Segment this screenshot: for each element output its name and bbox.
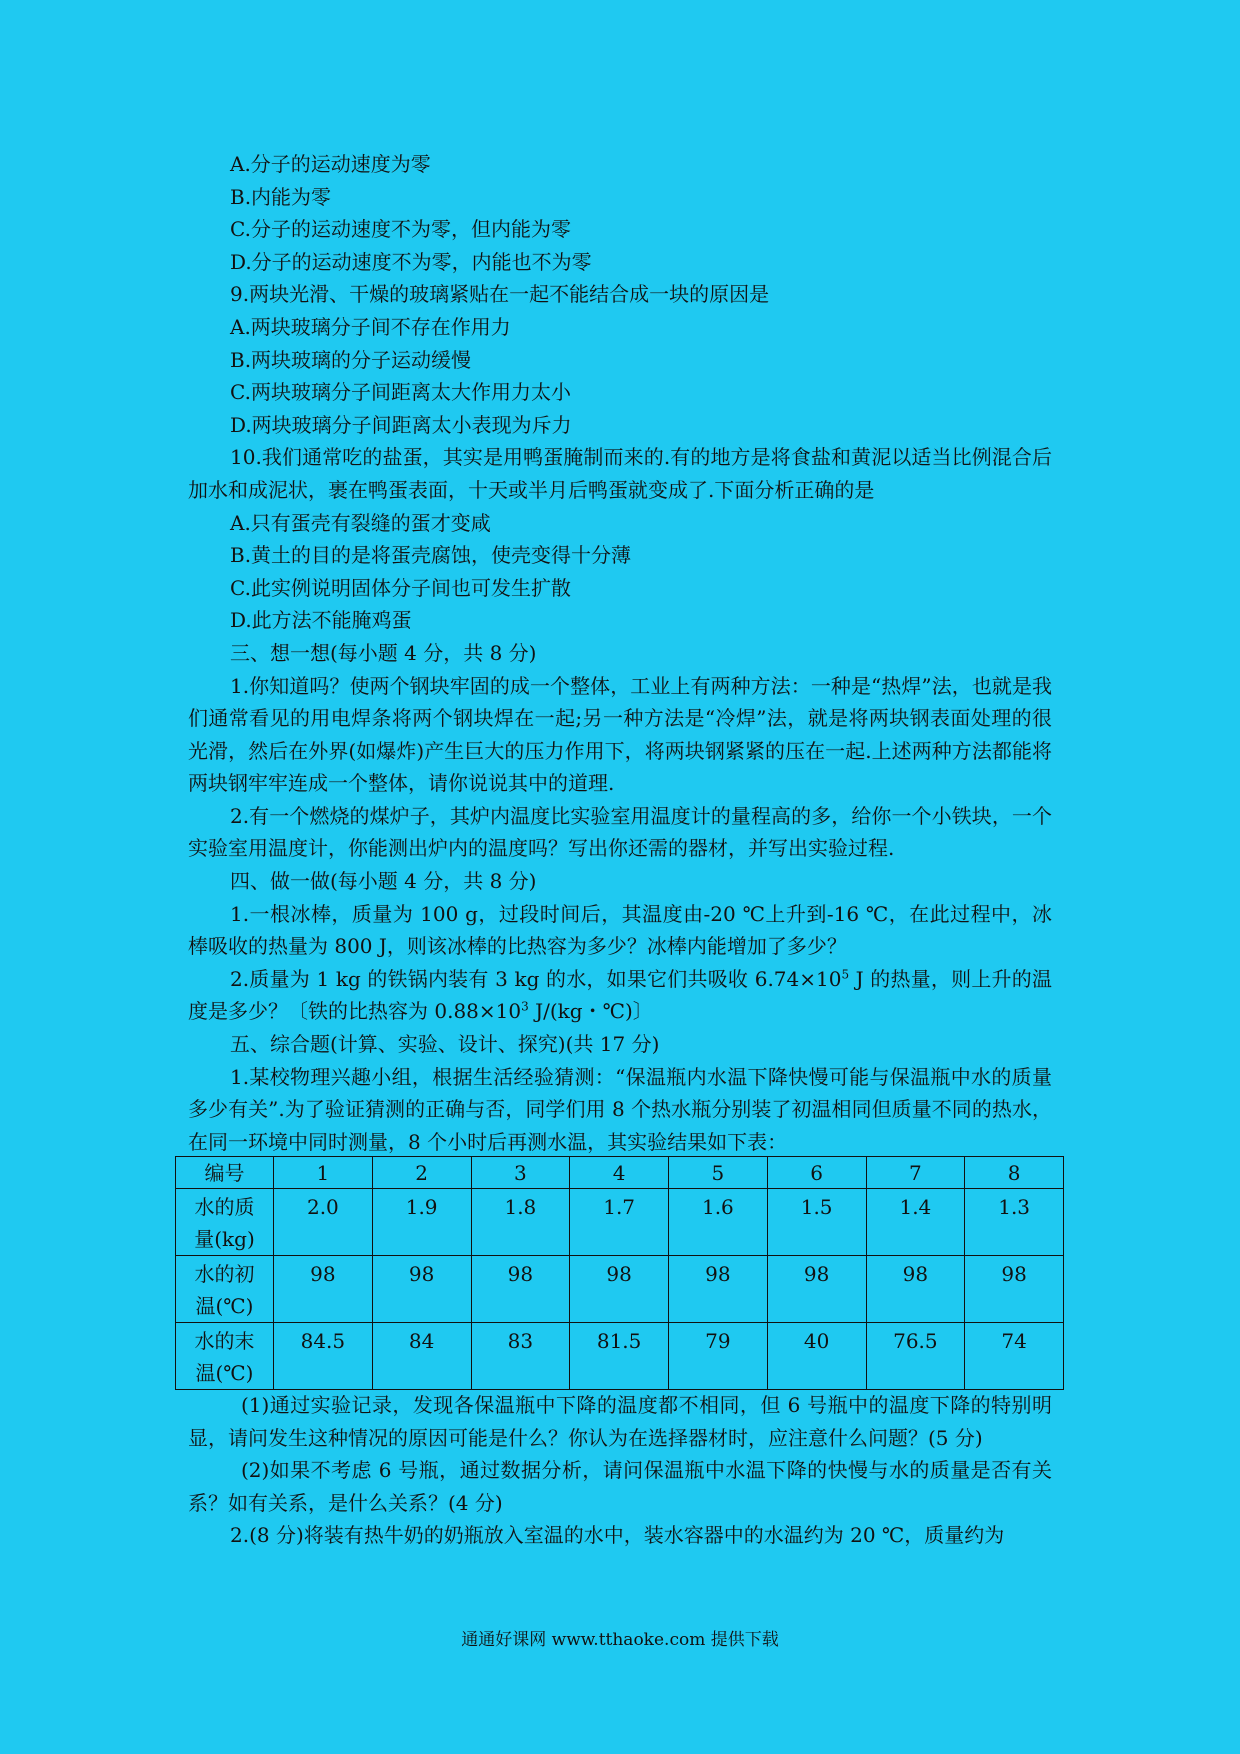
section4-heading: 四、做一做(每小题 4 分，共 8 分): [230, 869, 537, 894]
section3-heading: 三、想一想(每小题 4 分，共 8 分): [230, 640, 537, 665]
table-cell: 1.9: [372, 1189, 471, 1256]
q10-stem: 10.我们通常吃的盐蛋，其实是用鸭蛋腌制而来的.有的地方是将食盐和黄泥以适当比例混合后加水和成泥状，裹在鸭蛋表面，十天或半月后鸭蛋就变成了.下面分析正确的是: [188, 445, 1052, 502]
question-text-bottom: [188, 1389, 1052, 1552]
table-cell: 40: [767, 1323, 866, 1390]
q10-option-a: A.只有蛋壳有裂缝的蛋才变咸: [230, 510, 491, 535]
table-cell: 98: [767, 1256, 866, 1323]
section4-question-1: 1.一根冰棒，质量为 100 g，过段时间后，其温度由-20 ℃上升到-16 ℃，在此过程中，冰棒吸收的热量为 800 J，则该冰棒的比热容为多少？冰棒内能增加了多少？: [188, 901, 1052, 959]
q9-option-d: D.两块玻璃分子间距离太小表现为斥力: [230, 412, 572, 437]
q2-exponent-1: 5: [841, 967, 850, 982]
q2-text-c: J/(kg・℃)〕: [528, 999, 653, 1024]
table-header-row: [176, 1157, 1064, 1189]
table-cell: 84.5: [274, 1323, 373, 1390]
q2-text-a: 2.质量为 1 kg 的铁锅内装有 3 kg 的水，如果它们共吸收 6.74×10: [230, 966, 842, 991]
table-cell: 76.5: [866, 1323, 965, 1390]
q9-stem: 9.两块光滑、干燥的玻璃紧贴在一起不能结合成一块的原因是: [230, 282, 770, 307]
table-cell: 1.7: [570, 1189, 669, 1256]
section5-subquestion-2: (2)如果不考虑 6 号瓶，通过数据分析，请问保温瓶中水温下降的快慢与水的质量是否有关系？如有关系，是什么关系？(4 分): [188, 1458, 1052, 1515]
table-column-header: 7: [866, 1157, 965, 1189]
q8-option-c: C.分子的运动速度不为零，但内能为零: [230, 217, 571, 242]
q8-option-a: A.分子的运动速度为零: [230, 152, 431, 176]
table-cell: 1.8: [471, 1189, 570, 1256]
q2-text-b: J 的热量，则上升的温度是多少？〔铁的比热容为 0.88×10: [188, 966, 1052, 1024]
table-column-header: 8: [965, 1157, 1064, 1189]
table-cell: 98: [274, 1256, 373, 1323]
question-text-top: [188, 148, 1052, 1158]
section4-question-2: [188, 963, 1052, 1028]
section5-heading: 五、综合题(计算、实验、设计、探究)(共 17 分): [230, 1032, 660, 1057]
q2-exponent-2: 3: [521, 999, 529, 1014]
table-column-header: 6: [767, 1157, 866, 1189]
q9-option-a: A.两块玻璃分子间不存在作用力: [230, 314, 511, 339]
table-cell: 2.0: [274, 1189, 373, 1256]
table-cell: 83: [471, 1323, 570, 1390]
q10-option-c: C.此实例说明固体分子间也可发生扩散: [230, 575, 571, 600]
table-row-label: 水的初 温(℃): [176, 1256, 274, 1323]
table-header-label: 编号: [176, 1157, 274, 1189]
table-cell: 98: [866, 1256, 965, 1323]
table-row-label: 水的质 量(kg): [176, 1189, 274, 1256]
section5-question-1-intro: 1.某校物理兴趣小组，根据生活经验猜测：“保温瓶内水温下降快慢可能与保温瓶中水的质量多少有关”.为了验证猜测的正确与否，同学们用 8 个热水瓶分别装了初温相同但质量不同的热水，在同一环境中同时测量，8 个小时后再测水温，其实验结果如下表：: [188, 1064, 1052, 1154]
table-row-initial-temp: [176, 1256, 1064, 1323]
table-column-header: 4: [570, 1157, 669, 1189]
q8-option-d: D.分子的运动速度不为零，内能也不为零: [230, 249, 592, 274]
page-footer: 通通好课网 www.tthaoke.com 提供下载: [461, 1630, 779, 1650]
table-cell: 84: [372, 1323, 471, 1390]
table-cell: 1.3: [965, 1189, 1064, 1256]
experiment-results-table: [175, 1156, 1064, 1390]
table-cell: 81.5: [570, 1323, 669, 1390]
table-column-header: 3: [471, 1157, 570, 1189]
table-row-final-temp: [176, 1323, 1064, 1390]
table-cell: 1.4: [866, 1189, 965, 1256]
q8-option-b: B.内能为零: [230, 184, 332, 209]
table-row-label: 水的末 温(℃): [176, 1323, 274, 1390]
q9-option-b: B.两块玻璃的分子运动缓慢: [230, 347, 472, 372]
table-cell: 98: [570, 1256, 669, 1323]
section3-question-2: 2.有一个燃烧的煤炉子，其炉内温度比实验室用温度计的量程高的多，给你一个小铁块，一个实验室用温度计，你能测出炉内的温度吗？写出你还需的器材，并写出实验过程.: [188, 803, 1052, 861]
table-cell: 74: [965, 1323, 1064, 1390]
section5-question-2: 2.(8 分)将装有热牛奶的奶瓶放入室温的水中，装水容器中的水温约为 20 ℃，质量约为: [230, 1523, 1005, 1548]
table-cell: 1.6: [669, 1189, 768, 1256]
table-cell: 98: [372, 1256, 471, 1323]
table-cell: 98: [471, 1256, 570, 1323]
table-column-header: 5: [669, 1157, 768, 1189]
section5-subquestion-1: (1)通过实验记录，发现各保温瓶中下降的温度都不相同，但 6 号瓶中的温度下降的特别明显，请问发生这种情况的原因可能是什么？你认为在选择器材时，应注意什么问题？(5 分): [188, 1393, 1052, 1450]
table-row-mass: [176, 1189, 1064, 1256]
q10-option-b: B.黄土的目的是将蛋壳腐蚀，使壳变得十分薄: [230, 543, 632, 568]
q9-option-c: C.两块玻璃分子间距离太大作用力太小: [230, 380, 571, 405]
table-cell: 98: [669, 1256, 768, 1323]
table-cell: 79: [669, 1323, 768, 1390]
table-column-header: 2: [372, 1157, 471, 1189]
table-column-header: 1: [274, 1157, 373, 1189]
section3-question-1: 1.你知道吗？使两个钢块牢固的成一个整体，工业上有两种方法：一种是“热焊”法，也就是我们通常看见的用电焊条将两个钢块焊在一起;另一种方法是“冷焊”法，就是将两块钢表面处理的很光滑，然后在外界(如爆炸)产生巨大的压力作用下，将两块钢紧紧的压在一起.上述两种方法都能将两块钢牢牢连成一个整体，请你说说其中的道理.: [188, 673, 1052, 796]
table-cell: 98: [965, 1256, 1064, 1323]
table-cell: 1.5: [767, 1189, 866, 1256]
q10-option-d: D.此方法不能腌鸡蛋: [230, 608, 412, 633]
